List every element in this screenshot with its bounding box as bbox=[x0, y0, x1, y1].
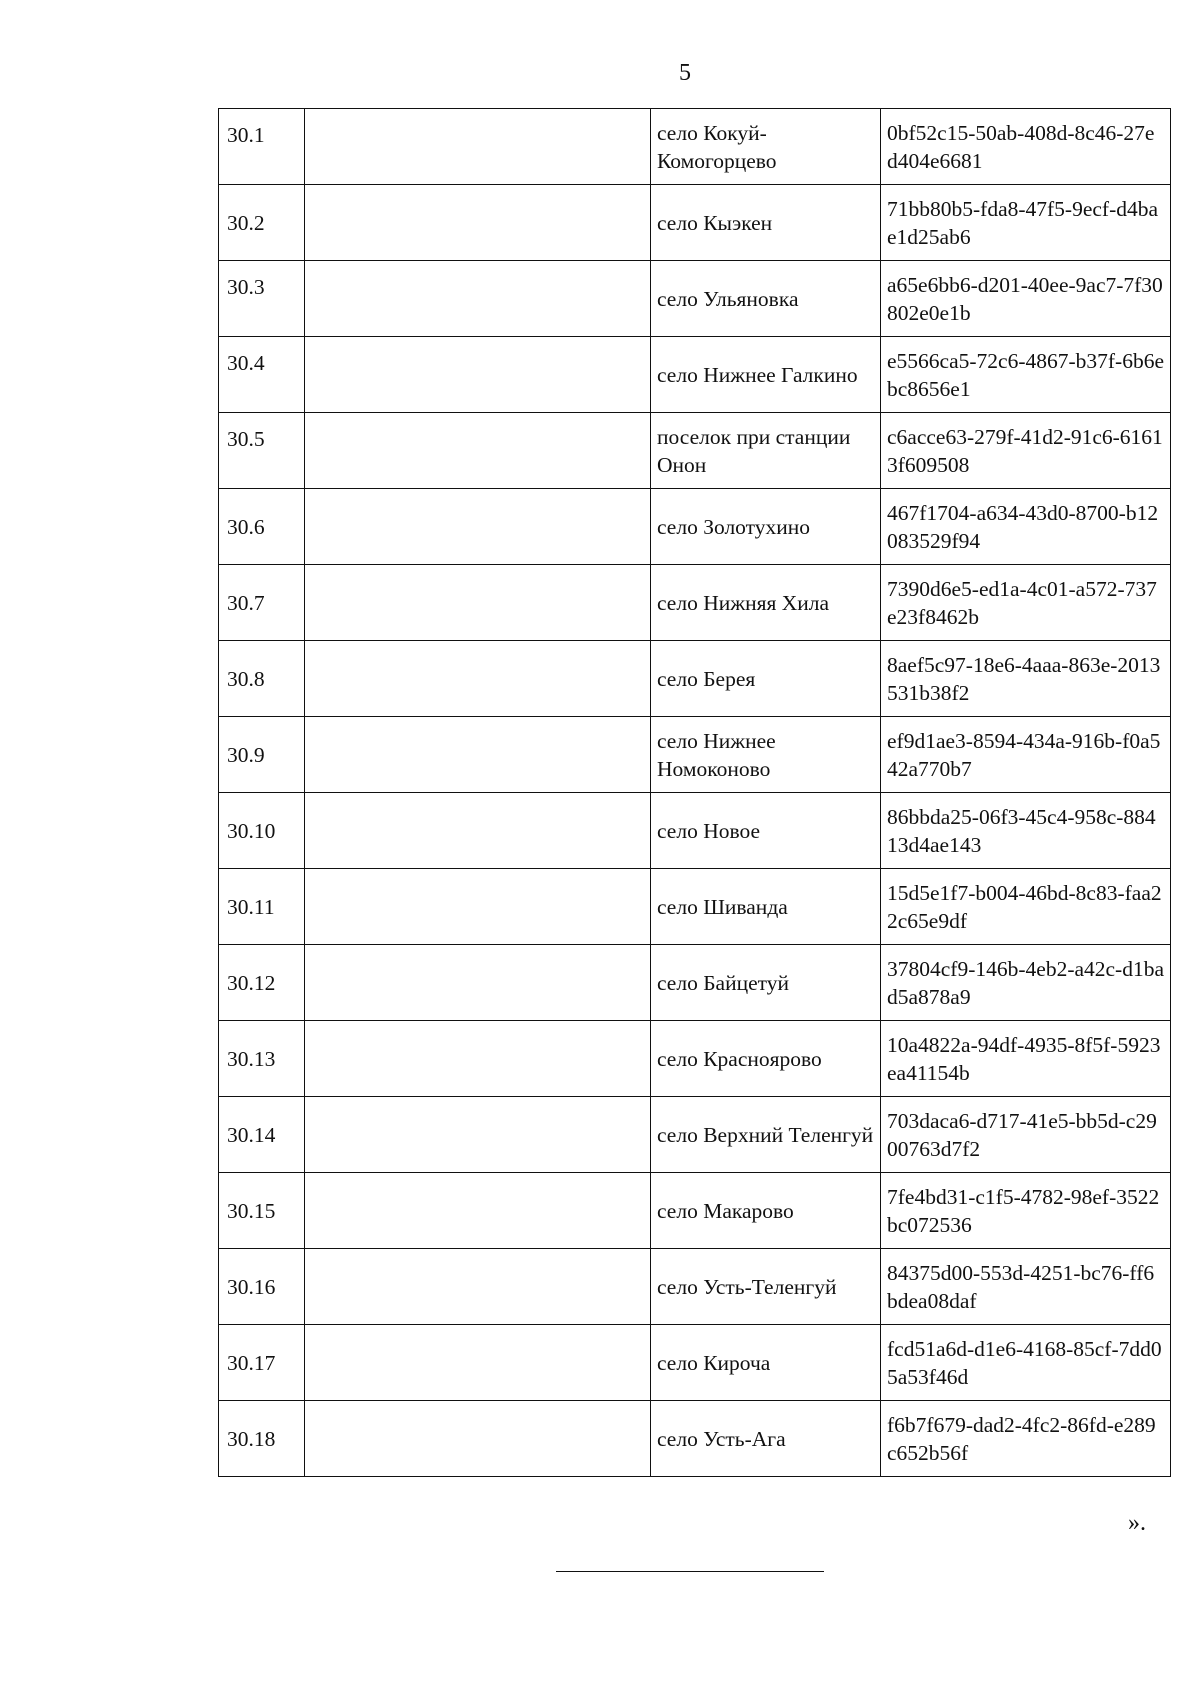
settlement-name-cell: поселок при станции Онон bbox=[651, 413, 881, 489]
settlements-table bbox=[218, 108, 1171, 1477]
settlement-name-cell: село Новое bbox=[651, 793, 881, 869]
table-row bbox=[219, 1173, 1171, 1249]
settlement-name-cell: село Усть-Теленгуй bbox=[651, 1249, 881, 1325]
empty-cell bbox=[305, 413, 651, 489]
settlement-name-cell: село Берея bbox=[651, 641, 881, 717]
row-number-cell: 30.15 bbox=[219, 1173, 305, 1249]
table-row bbox=[219, 945, 1171, 1021]
table-row bbox=[219, 1401, 1171, 1477]
table-row bbox=[219, 185, 1171, 261]
row-number-cell: 30.17 bbox=[219, 1325, 305, 1401]
guid-cell: 7390d6e5-ed1a-4c01-a572-737e23f8462b bbox=[881, 565, 1171, 641]
closing-quote-mark: ». bbox=[1128, 1510, 1146, 1536]
table-row bbox=[219, 869, 1171, 945]
table-row bbox=[219, 717, 1171, 793]
empty-cell bbox=[305, 1097, 651, 1173]
table-row bbox=[219, 489, 1171, 565]
table-row bbox=[219, 565, 1171, 641]
row-number-cell: 30.7 bbox=[219, 565, 305, 641]
settlement-name-cell: село Макарово bbox=[651, 1173, 881, 1249]
guid-cell: 15d5e1f7-b004-46bd-8c83-faa22c65e9df bbox=[881, 869, 1171, 945]
row-number-cell: 30.2 bbox=[219, 185, 305, 261]
guid-cell: 37804cf9-146b-4eb2-a42c-d1bad5a878a9 bbox=[881, 945, 1171, 1021]
row-number-cell: 30.10 bbox=[219, 793, 305, 869]
table-row bbox=[219, 413, 1171, 489]
settlement-name-cell: село Кироча bbox=[651, 1325, 881, 1401]
row-number-cell: 30.12 bbox=[219, 945, 305, 1021]
row-number-cell: 30.1 bbox=[219, 109, 305, 185]
empty-cell bbox=[305, 109, 651, 185]
table-row bbox=[219, 337, 1171, 413]
empty-cell bbox=[305, 793, 651, 869]
settlement-name-cell: село Нижнее Галкино bbox=[651, 337, 881, 413]
table-row bbox=[219, 1249, 1171, 1325]
guid-cell: 86bbda25-06f3-45c4-958c-88413d4ae143 bbox=[881, 793, 1171, 869]
page-number: 5 bbox=[679, 60, 691, 86]
row-number-cell: 30.16 bbox=[219, 1249, 305, 1325]
empty-cell bbox=[305, 1249, 651, 1325]
settlement-name-cell: село Байцетуй bbox=[651, 945, 881, 1021]
empty-cell bbox=[305, 1173, 651, 1249]
empty-cell bbox=[305, 565, 651, 641]
settlement-name-cell: село Ульяновка bbox=[651, 261, 881, 337]
guid-cell: 467f1704-a634-43d0-8700-b12083529f94 bbox=[881, 489, 1171, 565]
row-number-cell: 30.3 bbox=[219, 261, 305, 337]
row-number-cell: 30.4 bbox=[219, 337, 305, 413]
empty-cell bbox=[305, 489, 651, 565]
table-row bbox=[219, 793, 1171, 869]
row-number-cell: 30.11 bbox=[219, 869, 305, 945]
guid-cell: a65e6bb6-d201-40ee-9ac7-7f30802e0e1b bbox=[881, 261, 1171, 337]
settlement-name-cell: село Нижняя Хила bbox=[651, 565, 881, 641]
guid-cell: 0bf52c15-50ab-408d-8c46-27ed404e6681 bbox=[881, 109, 1171, 185]
settlement-name-cell: село Верхний Теленгуй bbox=[651, 1097, 881, 1173]
guid-cell: ef9d1ae3-8594-434a-916b-f0a542a770b7 bbox=[881, 717, 1171, 793]
empty-cell bbox=[305, 641, 651, 717]
guid-cell: 10a4822a-94df-4935-8f5f-5923ea41154b bbox=[881, 1021, 1171, 1097]
row-number-cell: 30.18 bbox=[219, 1401, 305, 1477]
empty-cell bbox=[305, 945, 651, 1021]
table-row bbox=[219, 641, 1171, 717]
guid-cell: 8aef5c97-18e6-4aaa-863e-2013531b38f2 bbox=[881, 641, 1171, 717]
table-row bbox=[219, 1325, 1171, 1401]
guid-cell: c6acce63-279f-41d2-91c6-61613f609508 bbox=[881, 413, 1171, 489]
table-row bbox=[219, 109, 1171, 185]
empty-cell bbox=[305, 1021, 651, 1097]
empty-cell bbox=[305, 717, 651, 793]
row-number-cell: 30.9 bbox=[219, 717, 305, 793]
guid-cell: f6b7f679-dad2-4fc2-86fd-e289c652b56f bbox=[881, 1401, 1171, 1477]
table-row bbox=[219, 261, 1171, 337]
settlement-name-cell: село Золотухино bbox=[651, 489, 881, 565]
row-number-cell: 30.8 bbox=[219, 641, 305, 717]
settlement-name-cell: село Кыэкен bbox=[651, 185, 881, 261]
settlement-name-cell: село Кокуй-Комогорцево bbox=[651, 109, 881, 185]
empty-cell bbox=[305, 869, 651, 945]
guid-cell: fcd51a6d-d1e6-4168-85cf-7dd05a53f46d bbox=[881, 1325, 1171, 1401]
empty-cell bbox=[305, 185, 651, 261]
table-row bbox=[219, 1097, 1171, 1173]
empty-cell bbox=[305, 1401, 651, 1477]
end-separator-line bbox=[556, 1571, 824, 1572]
row-number-cell: 30.5 bbox=[219, 413, 305, 489]
settlement-name-cell: село Шиванда bbox=[651, 869, 881, 945]
row-number-cell: 30.13 bbox=[219, 1021, 305, 1097]
guid-cell: e5566ca5-72c6-4867-b37f-6b6ebc8656e1 bbox=[881, 337, 1171, 413]
settlement-name-cell: село Усть-Ага bbox=[651, 1401, 881, 1477]
settlement-name-cell: село Нижнее Номоконово bbox=[651, 717, 881, 793]
table-row bbox=[219, 1021, 1171, 1097]
guid-cell: 7fe4bd31-c1f5-4782-98ef-3522bc072536 bbox=[881, 1173, 1171, 1249]
guid-cell: 703daca6-d717-41e5-bb5d-c2900763d7f2 bbox=[881, 1097, 1171, 1173]
row-number-cell: 30.6 bbox=[219, 489, 305, 565]
settlements-table-body bbox=[219, 109, 1171, 1477]
empty-cell bbox=[305, 337, 651, 413]
settlement-name-cell: село Краснoярово bbox=[651, 1021, 881, 1097]
guid-cell: 71bb80b5-fda8-47f5-9ecf-d4bae1d25ab6 bbox=[881, 185, 1171, 261]
row-number-cell: 30.14 bbox=[219, 1097, 305, 1173]
empty-cell bbox=[305, 261, 651, 337]
empty-cell bbox=[305, 1325, 651, 1401]
guid-cell: 84375d00-553d-4251-bc76-ff6bdea08daf bbox=[881, 1249, 1171, 1325]
